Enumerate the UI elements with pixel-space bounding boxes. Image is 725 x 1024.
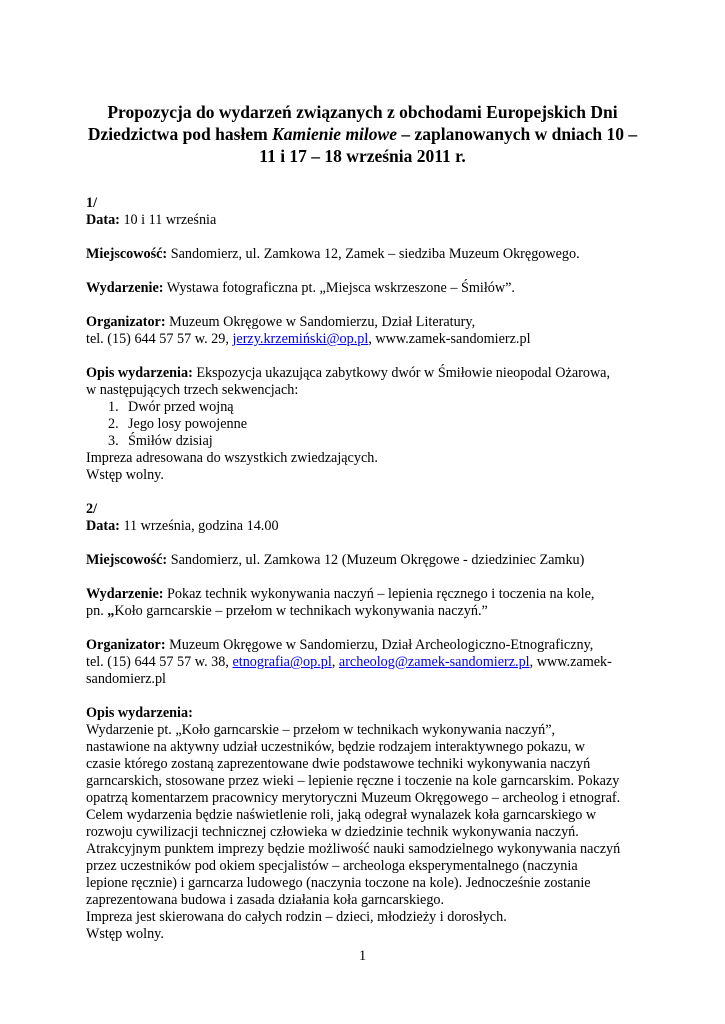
organizer-label: Organizator:	[86, 314, 166, 330]
description-line: przez uczestników pod okiem specjalistów – archeologa eksperymentalnego (naczynia	[86, 858, 578, 874]
list-number: 2.	[108, 416, 119, 432]
organizer-value: Muzeum Okręgowe w Sandomierzu, Dział Literatury,	[165, 314, 476, 330]
list-number: 1.	[108, 399, 119, 415]
event-2-event	[86, 586, 646, 603]
email-link[interactable]: jerzy.krzemiński@op.pl	[232, 331, 369, 347]
description-value: Ekspozycja ukazująca zabytkowy dwór w Śmiłowie nieopodal Ożarowa,	[192, 365, 611, 381]
event-label: Wydarzenie:	[86, 586, 164, 602]
title-line-2	[60, 123, 665, 145]
event-1-entry: Wstęp wolny.	[86, 467, 164, 483]
place-label: Miejscowość:	[86, 246, 168, 262]
event-1-event	[86, 280, 646, 297]
website-text: , www.zamek-	[529, 654, 612, 670]
document-body	[86, 195, 646, 943]
list-item	[86, 433, 646, 450]
title-line-3: 11 i 17 – 18 września 2011 r.	[259, 146, 466, 166]
separator: ,	[331, 654, 339, 670]
email-link-etnografia[interactable]: etnografia@op.pl	[232, 654, 332, 670]
event-1-description	[86, 365, 646, 382]
description-line: Celem wydarzenia będzie naświetlenie roli, jaką odegrał wynalazek koła garncarskiego w	[86, 807, 597, 823]
date-value: 11 września, godzina 14.00	[119, 518, 279, 534]
description-label: Opis wydarzenia:	[86, 365, 193, 381]
event-value: Pokaz technik wykonywania naczyń – lepienia ręcznego i toczenia na kole,	[163, 586, 595, 602]
title-motto: Kamienie milowe	[272, 124, 397, 144]
event-2-number: 2/	[86, 501, 98, 517]
event-2-place	[86, 552, 646, 569]
organizer-value: Muzeum Okręgowe w Sandomierzu, Dział Archeologiczno-Etnograficzny,	[165, 637, 594, 653]
event-label: Wydarzenie:	[86, 280, 164, 296]
website-text: , www.zamek-sandomierz.pl	[368, 331, 531, 347]
event-1	[86, 195, 646, 484]
description-line: Wydarzenie pt. „Koło garncarskie – przełom w technikach wykonywania naczyń”,	[86, 722, 556, 738]
email-link-archeolog[interactable]: archeolog@zamek-sandomierz.pl	[338, 654, 530, 670]
event-2-date	[86, 518, 646, 535]
description-line: Wstęp wolny.	[86, 926, 164, 942]
page-number: 1	[358, 948, 367, 964]
list-number: 3.	[108, 433, 119, 449]
event-2	[86, 501, 646, 943]
description-line-2: w następujących trzech sekwencjach:	[86, 382, 299, 398]
list-text: Jego losy powojenne	[128, 416, 248, 432]
description-line: garncarskich, stosowane przez wieki – lepienie ręczne i toczenie na kole garncarskim. Pokazy	[86, 773, 620, 789]
event-1-organizer	[86, 314, 646, 331]
title-line-2-end: – zaplanowanych w dniach 10 –	[396, 124, 638, 144]
event-value: Wystawa fotograficzna pt. „Miejsca wskrzeszone – Śmiłów”.	[163, 280, 515, 296]
place-label: Miejscowość:	[86, 552, 168, 568]
title-line-2-start: Dziedzictwa pod hasłem	[87, 124, 273, 144]
event-1-audience: Impreza adresowana do wszystkich zwiedzających.	[86, 450, 378, 466]
description-line: czasie którego zostaną zaprezentowane dwie podstawowe techniki wykonywania naczyń	[86, 756, 591, 772]
place-value: Sandomierz, ul. Zamkowa 12, Zamek – siedziba Muzeum Okręgowego.	[167, 246, 580, 262]
description-line: rozwoju cywilizacji technicznej człowieka w dziedzinie technik wykonywania naczyń.	[86, 824, 579, 840]
event-name-prefix: pn.	[86, 603, 108, 619]
event-1-number: 1/	[86, 195, 98, 211]
document-title	[60, 101, 665, 167]
tel-text: tel. (15) 644 57 57 w. 29,	[86, 331, 233, 347]
description-line: nastawione na aktywny udział uczestników, będzie rodzajem interaktywnego pokazu, w	[86, 739, 586, 755]
description-line: zaprezentowana budowa i zasada działania koła garncarskiego.	[86, 892, 445, 908]
event-1-date	[86, 212, 646, 229]
event-2-description-label: Opis wydarzenia:	[86, 705, 193, 721]
event-2-contact	[86, 654, 646, 671]
event-2-organizer	[86, 637, 646, 654]
date-label: Data:	[86, 518, 120, 534]
list-item	[86, 399, 646, 416]
event-1-place	[86, 246, 646, 263]
title-line-1: Propozycja do wydarzeń związanych z obchodami Europejskich Dni	[107, 102, 618, 122]
list-text: Dwór przed wojną	[128, 399, 234, 415]
event-name-quote: „	[107, 603, 115, 619]
list-text: Śmiłów dzisiaj	[128, 433, 213, 449]
description-line: Impreza jest skierowana do całych rodzin – dzieci, młodzieży i dorosłych.	[86, 909, 507, 925]
description-line: Atrakcyjnym punktem imprezy będzie możliwość nauki samodzielnego wykonywania naczyń	[86, 841, 621, 857]
description-line: opatrzą komentarzem pracownicy merytoryczni Muzeum Okręgowego – archeolog i etnograf.	[86, 790, 621, 806]
place-value: Sandomierz, ul. Zamkowa 12 (Muzeum Okręgowe - dziedziniec Zamku)	[167, 552, 585, 568]
list-item	[86, 416, 646, 433]
event-2-event-line-2	[86, 603, 646, 620]
event-2-contact-line-2: sandomierz.pl	[86, 671, 166, 687]
tel-text: tel. (15) 644 57 57 w. 38,	[86, 654, 233, 670]
sequence-list	[86, 399, 646, 450]
event-2-description	[86, 722, 646, 943]
date-label: Data:	[86, 212, 120, 228]
organizer-label: Organizator:	[86, 637, 166, 653]
event-name: Koło garncarskie – przełom w technikach wykonywania naczyń.”	[114, 603, 488, 619]
event-1-contact	[86, 331, 646, 348]
date-value: 10 i 11 września	[119, 212, 217, 228]
description-line: lepione ręcznie) i garncarza ludowego (naczynia toczone na kole). Jednocześnie zostanie	[86, 875, 591, 891]
